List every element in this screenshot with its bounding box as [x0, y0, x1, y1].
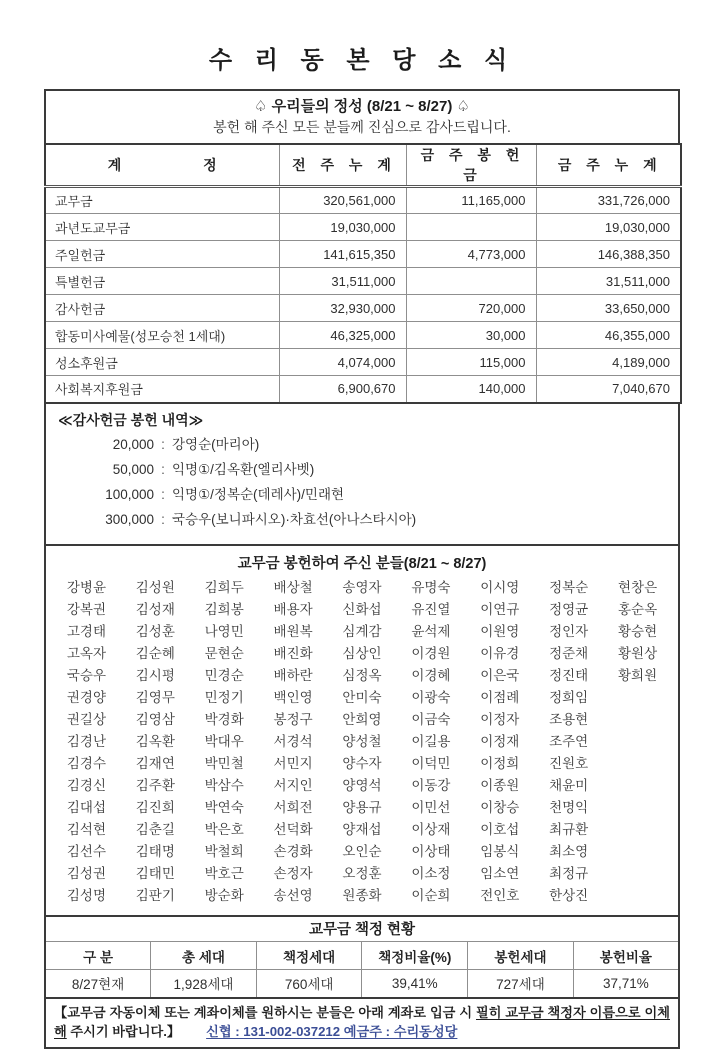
donor-name: 배용자 — [273, 601, 313, 617]
offering-cell-account: 사회복지후원금 — [45, 376, 279, 403]
devotion-header-box — [44, 89, 680, 145]
assessment-header-row — [45, 942, 679, 970]
offering-cell-week-total: 46,355,000 — [536, 322, 681, 349]
assessment-col-header: 책정세대 — [256, 942, 362, 970]
donor-name: 심상인 — [342, 645, 382, 661]
donor-name: 박민철 — [204, 755, 244, 771]
donor-name: 서지인 — [273, 777, 313, 793]
donor-name: 이유경 — [480, 645, 520, 661]
thanks-names: 익명①/정복순(데레사)/민래현 — [172, 486, 345, 502]
offering-header-row — [45, 144, 681, 187]
offering-row — [45, 295, 681, 322]
offering-cell-week-amount — [406, 268, 536, 295]
donor-name: 박철희 — [204, 843, 244, 859]
offering-table-body — [45, 187, 681, 403]
donor-name: 김대섭 — [66, 799, 106, 815]
offering-cell-week-amount: 720,000 — [406, 295, 536, 322]
thanks-entries — [58, 432, 666, 532]
thanks-names: 강영순(마리아) — [172, 436, 260, 452]
offering-cell-account: 감사헌금 — [45, 295, 279, 322]
offering-cell-week-total: 331,726,000 — [536, 187, 681, 214]
donor-name: 이연규 — [480, 601, 520, 617]
offering-cell-account: 성소후원금 — [45, 349, 279, 376]
thanks-amount: 300,000 — [105, 511, 154, 527]
donor-name: 이정자 — [480, 711, 520, 727]
thanks-entry — [58, 457, 666, 482]
donor-name: 정준채 — [549, 645, 589, 661]
donor-name: 김영무 — [135, 689, 175, 705]
notice-text-after: 주시기 바랍니다.】 — [66, 1023, 181, 1039]
offering-cell-account: 주일헌금 — [45, 241, 279, 268]
offering-cell-account: 과년도교무금 — [45, 214, 279, 241]
donor-name: 천명익 — [549, 799, 589, 815]
donor-name: 현창은 — [617, 579, 658, 595]
assessment-data-row — [45, 970, 679, 998]
thanks-names: 익명①/김옥환(엘리사벳) — [172, 461, 315, 477]
donor-name: 서경석 — [273, 733, 313, 749]
donor-name: 백인영 — [273, 689, 313, 705]
assessment-value: 39,41% — [362, 970, 468, 998]
thanks-entry — [58, 507, 666, 532]
donor-name: 이점례 — [480, 689, 520, 705]
donor-name: 김희봉 — [204, 601, 244, 617]
offering-cell-week-amount: 115,000 — [406, 349, 536, 376]
donor-name: 김주환 — [135, 777, 175, 793]
assessment-value: 760세대 — [256, 970, 362, 998]
thanks-detail-box — [44, 402, 680, 546]
bulletin-content — [44, 89, 680, 1049]
donor-name: 최정규 — [549, 865, 589, 881]
donor-name: 이상태 — [411, 843, 451, 859]
devotion-title: ♤ 우리들의 정성 (8/21 ~ 8/27) ♤ — [254, 98, 470, 115]
thanks-entry — [58, 432, 666, 457]
donor-name: 김성권 — [66, 865, 106, 881]
donor-name — [603, 797, 672, 819]
donor-name: 윤석제 — [411, 623, 451, 639]
donor-name: 이소정 — [411, 865, 451, 881]
donor-name: 황승현 — [617, 623, 658, 639]
donor-name: 권길상 — [66, 711, 106, 727]
donor-name: 서희전 — [273, 799, 313, 815]
donors-box — [44, 544, 680, 917]
offering-col-week-amount: 금 주 봉 헌 금 — [406, 144, 536, 187]
donor-name: 배상철 — [273, 579, 313, 595]
thanks-amount: 20,000 — [112, 436, 154, 452]
donor-name: 심계감 — [342, 623, 382, 639]
donor-name: 정희임 — [549, 689, 589, 705]
donor-name: 조주연 — [549, 733, 589, 749]
donor-name: 송영자 — [342, 579, 382, 595]
donor-name: 최규환 — [549, 821, 589, 837]
donor-name: 김옥환 — [135, 733, 175, 749]
donor-name: 김영삼 — [135, 711, 175, 727]
donor-name: 김춘길 — [135, 821, 175, 837]
offering-row — [45, 241, 681, 268]
offering-cell-account: 합동미사예물(성모승천 1세대) — [45, 322, 279, 349]
donor-name: 배진화 — [273, 645, 313, 661]
assessment-value: 1,928세대 — [151, 970, 257, 998]
donor-name: 조용현 — [549, 711, 589, 727]
donor-name: 문현순 — [204, 645, 244, 661]
assessment-col-header: 책정비율(%) — [362, 942, 468, 970]
donor-name — [603, 863, 672, 885]
offering-cell-prev-total: 31,511,000 — [279, 268, 406, 295]
donor-name: 황원상 — [617, 645, 658, 661]
donor-name: 전인호 — [480, 887, 520, 903]
assessment-value: 37,71% — [573, 970, 679, 998]
donor-name: 정진태 — [549, 667, 589, 683]
donor-name: 김성명 — [66, 887, 106, 903]
donor-name — [603, 731, 672, 753]
notice-text-before: 【교무금 자동이체 또는 계좌이체를 원하시는 분들은 아래 계좌로 입금 시 — [54, 1004, 476, 1020]
donor-name: 권경양 — [66, 689, 106, 705]
donor-name: 임소연 — [480, 865, 520, 881]
donor-name: 황희원 — [617, 667, 658, 683]
assessment-col-header: 총 세대 — [151, 942, 257, 970]
donor-name — [603, 709, 672, 731]
thanks-amount: 50,000 — [112, 461, 154, 477]
offering-col-prev-total: 전 주 누 계 — [279, 144, 406, 187]
offering-cell-prev-total: 141,615,350 — [279, 241, 406, 268]
donor-name: 이금숙 — [411, 711, 451, 727]
donor-name: 양용규 — [342, 799, 382, 815]
donor-name: 이경원 — [411, 645, 451, 661]
donors-title: 교무금 봉헌하여 주신 분들(8/21 ~ 8/27) — [237, 555, 487, 572]
donor-name — [603, 775, 672, 797]
offering-row — [45, 349, 681, 376]
offering-cell-account: 교무금 — [45, 187, 279, 214]
assessment-title-row — [45, 916, 679, 942]
donor-name: 김성원 — [135, 579, 175, 595]
thanks-separator: : — [161, 461, 165, 477]
offering-cell-prev-total: 32,930,000 — [279, 295, 406, 322]
donor-name: 서민지 — [273, 755, 313, 771]
donor-name: 고옥자 — [66, 645, 106, 661]
donor-name: 이은국 — [480, 667, 520, 683]
donor-name: 이호섭 — [480, 821, 520, 837]
offering-cell-week-amount: 140,000 — [406, 376, 536, 403]
thanks-names: 국승우(보니파시오)·차효선(아나스타시아) — [172, 511, 417, 527]
donor-name: 국승우 — [66, 667, 106, 683]
donor-name: 이민선 — [411, 799, 451, 815]
donor-name — [603, 819, 672, 841]
thanks-separator: : — [161, 511, 165, 527]
donor-name — [603, 687, 672, 709]
donor-name: 오인순 — [342, 843, 382, 859]
donor-name: 박삼수 — [204, 777, 244, 793]
donor-name: 김선수 — [66, 843, 106, 859]
bank-account-info: 신협 : 131-002-037212 예금주 : 수리동성당 — [206, 1023, 458, 1039]
donor-name: 민정기 — [204, 689, 244, 705]
assessment-col-header: 봉헌비율 — [573, 942, 679, 970]
donor-name: 배원복 — [273, 623, 313, 639]
donor-name: 이종원 — [480, 777, 520, 793]
donor-name: 김진희 — [135, 799, 175, 815]
donor-name — [603, 841, 672, 863]
offering-cell-week-amount — [406, 214, 536, 241]
donor-name: 정인자 — [549, 623, 589, 639]
transfer-notice-box — [44, 997, 680, 1049]
donor-name: 김성재 — [135, 601, 175, 617]
thanks-entry — [58, 482, 666, 507]
donor-name: 선덕화 — [273, 821, 313, 837]
donor-name: 임봉식 — [480, 843, 520, 859]
offering-cell-week-total: 146,388,350 — [536, 241, 681, 268]
donor-name: 양영석 — [342, 777, 382, 793]
donor-name: 손경화 — [273, 843, 313, 859]
offering-cell-week-total: 33,650,000 — [536, 295, 681, 322]
donor-name: 강병윤 — [66, 579, 106, 595]
offering-row — [45, 322, 681, 349]
donor-name: 이정재 — [480, 733, 520, 749]
donor-name: 김경수 — [66, 755, 106, 771]
donor-name: 김순혜 — [135, 645, 175, 661]
donor-name: 이원영 — [480, 623, 520, 639]
thanks-separator: : — [161, 486, 165, 502]
page-title: 수 리 동 본 당 소 식 — [208, 47, 516, 74]
offering-col-account: 계 정 — [45, 144, 279, 187]
donor-name: 고경태 — [66, 623, 106, 639]
thanks-detail-title: ≪감사헌금 봉헌 내역≫ — [58, 411, 204, 428]
assessment-title: 교무금 책정 현황 — [45, 916, 679, 942]
offering-row — [45, 187, 681, 214]
donor-name: 방순화 — [204, 887, 244, 903]
offering-cell-week-amount: 11,165,000 — [406, 187, 536, 214]
assessment-value: 8/27현재 — [45, 970, 151, 998]
donor-name: 김석현 — [66, 821, 106, 837]
donor-name: 김희두 — [204, 579, 244, 595]
donor-name: 이창승 — [480, 799, 520, 815]
thanks-separator: : — [161, 436, 165, 452]
donor-name: 이시영 — [480, 579, 520, 595]
offering-cell-week-total: 7,040,670 — [536, 376, 681, 403]
offering-cell-prev-total: 46,325,000 — [279, 322, 406, 349]
donor-name: 이순희 — [411, 887, 451, 903]
offering-cell-week-amount: 4,773,000 — [406, 241, 536, 268]
donor-name: 배하란 — [273, 667, 313, 683]
thanks-amount: 100,000 — [105, 486, 154, 502]
offering-cell-week-total: 4,189,000 — [536, 349, 681, 376]
donor-name: 정복순 — [549, 579, 589, 595]
donor-name: 채윤미 — [549, 777, 589, 793]
offering-row — [45, 376, 681, 403]
donor-name: 나영민 — [204, 623, 244, 639]
donor-name: 양재섭 — [342, 821, 382, 837]
donor-name: 이광숙 — [411, 689, 451, 705]
donor-name: 김판기 — [135, 887, 175, 903]
offering-table — [44, 143, 682, 404]
donor-name — [603, 753, 672, 775]
offering-cell-prev-total: 320,561,000 — [279, 187, 406, 214]
donor-name: 이동강 — [411, 777, 451, 793]
donor-name: 김태명 — [135, 843, 175, 859]
donor-name: 김재연 — [135, 755, 175, 771]
donor-name: 홍순옥 — [617, 601, 658, 617]
offering-cell-prev-total: 6,900,670 — [279, 376, 406, 403]
donor-name: 최소영 — [549, 843, 589, 859]
donor-name: 이길용 — [411, 733, 451, 749]
donor-name: 이정희 — [480, 755, 520, 771]
donor-name: 심정옥 — [342, 667, 382, 683]
offering-cell-account: 특별헌금 — [45, 268, 279, 295]
donor-name: 진원호 — [549, 755, 589, 771]
offering-cell-prev-total: 4,074,000 — [279, 349, 406, 376]
donor-name: 양수자 — [342, 755, 382, 771]
donor-name: 안미숙 — [342, 689, 382, 705]
donor-name: 김경신 — [66, 777, 106, 793]
donor-name: 박대우 — [204, 733, 244, 749]
offering-cell-week-total: 31,511,000 — [536, 268, 681, 295]
donor-name: 박연숙 — [204, 799, 244, 815]
donor-name: 이경혜 — [411, 667, 451, 683]
donor-name: 김성훈 — [135, 623, 175, 639]
offering-row — [45, 268, 681, 295]
donor-name: 이상재 — [411, 821, 451, 837]
donor-name: 김시평 — [135, 667, 175, 683]
donor-name: 정영균 — [549, 601, 589, 617]
donor-name: 손정자 — [273, 865, 313, 881]
offering-cell-week-amount: 30,000 — [406, 322, 536, 349]
offering-row — [45, 214, 681, 241]
donor-name: 유진열 — [411, 601, 451, 617]
devotion-subtitle: 봉헌 해 주신 모든 분들께 진심으로 감사드립니다. — [213, 119, 511, 135]
donor-name: 김태민 — [135, 865, 175, 881]
notice-underlined-text: 필히 교무금 책정자 이름으로 이체해 — [54, 1004, 670, 1039]
donor-name: 오정훈 — [342, 865, 382, 881]
donor-name: 봉정구 — [273, 711, 313, 727]
donor-name: 박은호 — [204, 821, 244, 837]
donor-name: 강복권 — [66, 601, 106, 617]
donor-name: 박호근 — [204, 865, 244, 881]
donor-name: 박경화 — [204, 711, 244, 727]
assessment-value: 727세대 — [468, 970, 574, 998]
donor-name: 안희영 — [342, 711, 382, 727]
offering-col-week-total: 금 주 누 계 — [536, 144, 681, 187]
donor-name: 원종화 — [342, 887, 382, 903]
offering-cell-week-total: 19,030,000 — [536, 214, 681, 241]
donor-name: 양성철 — [342, 733, 382, 749]
assessment-col-header: 봉헌세대 — [468, 942, 574, 970]
donor-name: 이덕민 — [411, 755, 451, 771]
donor-name: 김경난 — [66, 733, 106, 749]
donor-name: 신화섭 — [342, 601, 382, 617]
donor-name: 민경순 — [204, 667, 244, 683]
donor-name — [603, 885, 672, 907]
donor-name: 송선영 — [273, 887, 313, 903]
assessment-table — [44, 915, 680, 999]
offering-cell-prev-total: 19,030,000 — [279, 214, 406, 241]
donor-grid — [52, 577, 672, 907]
donor-name: 유명숙 — [411, 579, 451, 595]
assessment-col-header: 구 분 — [45, 942, 151, 970]
donor-name: 한상진 — [549, 887, 589, 903]
